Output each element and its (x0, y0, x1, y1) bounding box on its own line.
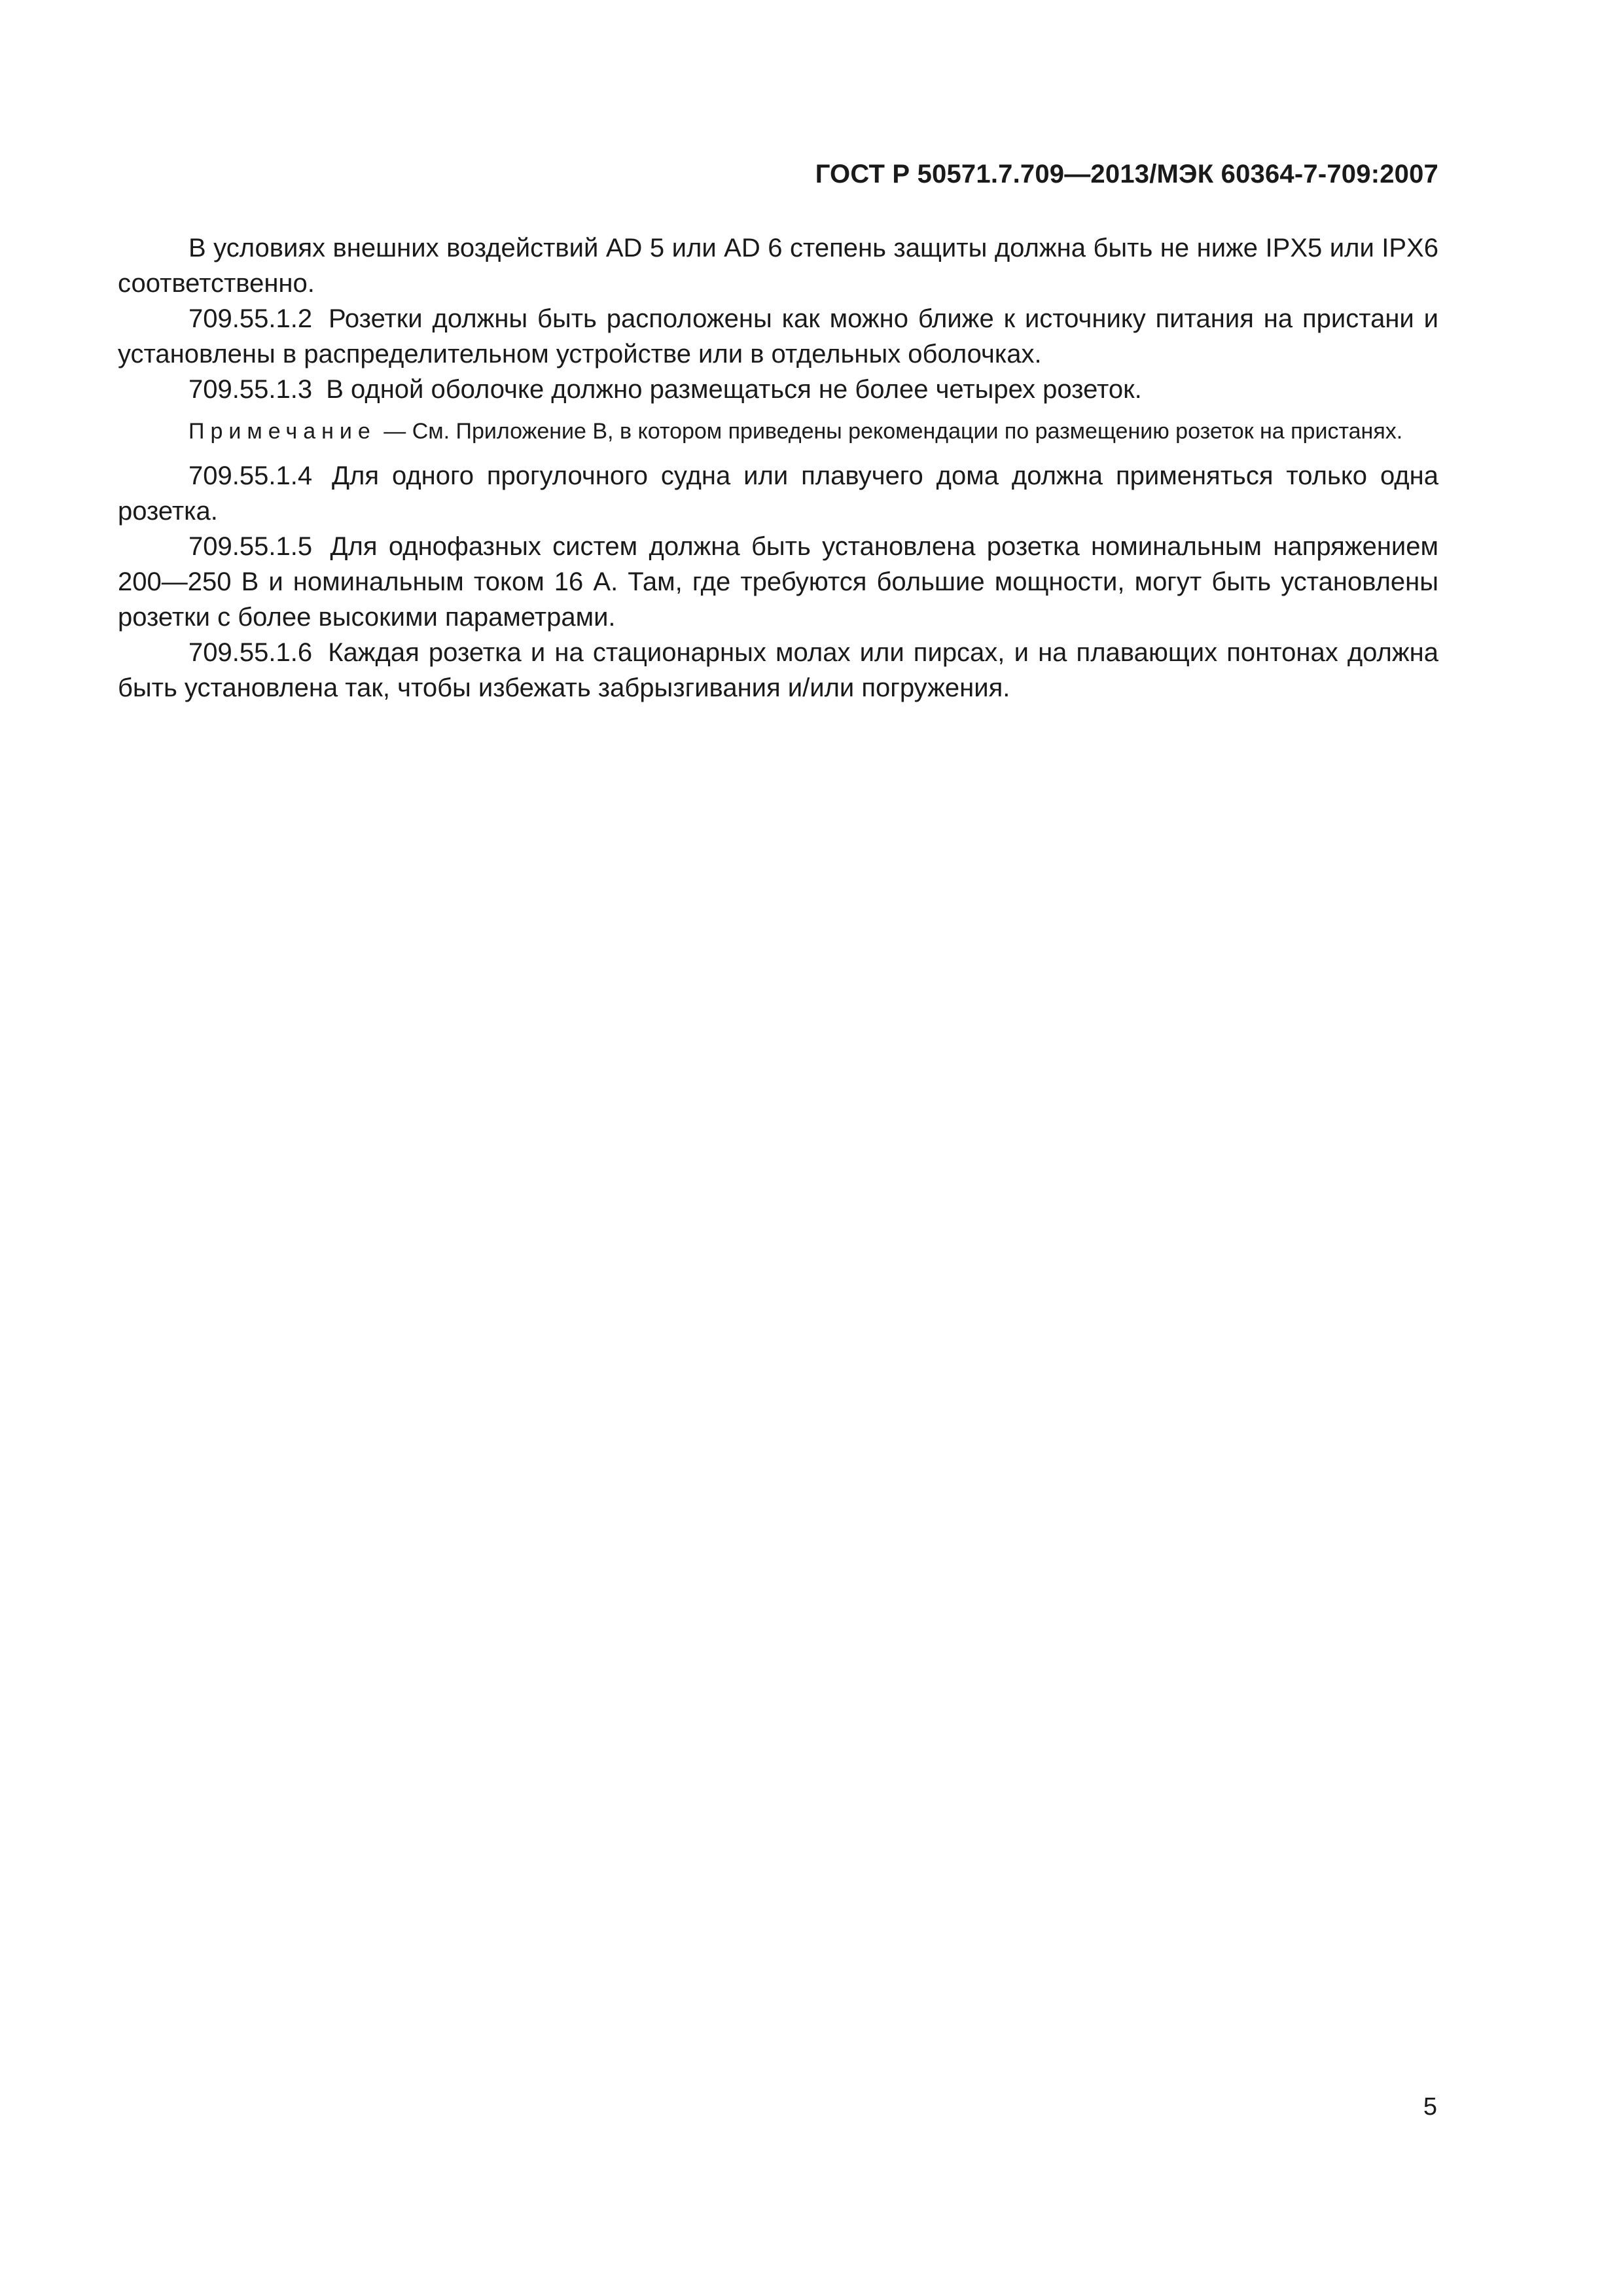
clause-text: Для однофазных систем должна быть установлена розетка номинальным напряжением 200—250 В и номинальным током 16 А. Там, где требуются большие мощности, могут быть установлены розетки с более высокими параметрами. (118, 532, 1438, 632)
clause-text: Для одного прогулочного судна или плавучего дома должна применяться только одна розетка. (118, 461, 1438, 526)
clause-number: 709.55.1.4 (188, 461, 313, 490)
note-text: — См. Приложение В, в котором приведены рекомендации по размещению розеток на пристанях. (383, 419, 1403, 444)
clause-709-55-1-4 (118, 458, 1438, 529)
clause-709-55-1-5 (118, 529, 1438, 635)
clause-709-55-1-6 (118, 635, 1438, 706)
document-body (118, 230, 1438, 706)
page-number: 5 (1423, 2093, 1437, 2121)
standard-code-header: ГОСТ Р 50571.7.709—2013/МЭК 60364-7-709:2007 (815, 160, 1438, 188)
clause-text: В одной оболочке должно размещаться не более четырех розеток. (326, 375, 1142, 404)
note-label: Примечание (188, 419, 376, 444)
clause-number: 709.55.1.2 (188, 304, 313, 333)
clause-text: Каждая розетка и на стационарных молах или пирсах, и на плавающих понтонах должна быть установлена так, чтобы избежать забрызгивания и/или погружения. (118, 638, 1438, 702)
clause-number: 709.55.1.5 (188, 532, 313, 561)
clause-text: Розетки должны быть расположены как можно ближе к источнику питания на пристани и установлены в распределительном устройстве или в отдельных оболочках. (118, 304, 1438, 368)
clause-number: 709.55.1.3 (188, 375, 313, 404)
clause-number: 709.55.1.6 (188, 638, 313, 667)
note-paragraph (118, 415, 1438, 448)
paragraph-external-influences (118, 230, 1438, 301)
clause-709-55-1-2 (118, 301, 1438, 372)
clause-709-55-1-3 (118, 372, 1438, 407)
paragraph-text: В условиях внешних воздействий AD 5 или AD 6 степень защиты должна быть не ниже IPX5 или IPX6 соответственно. (118, 234, 1439, 298)
